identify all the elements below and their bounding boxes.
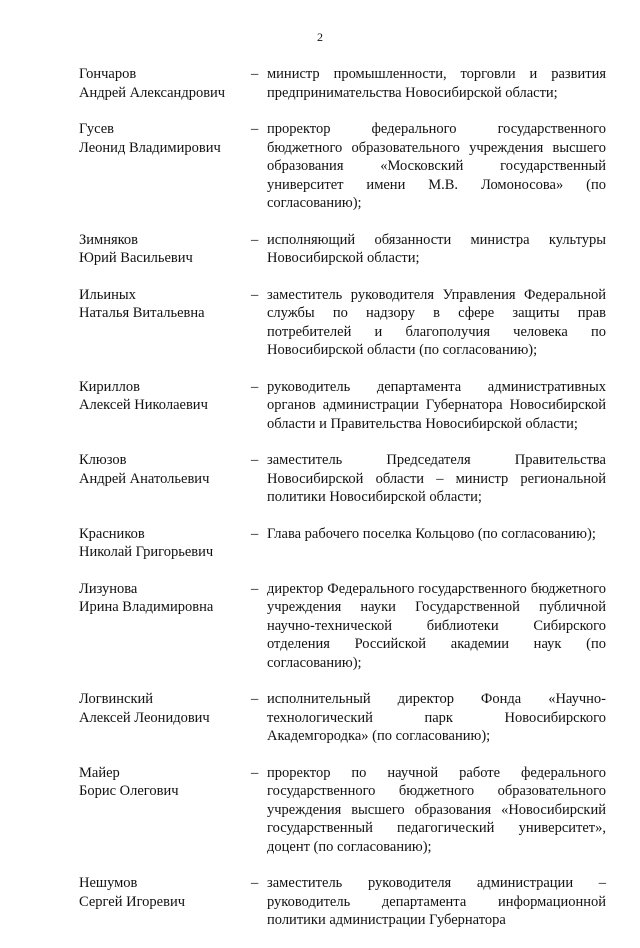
dash-separator: – [251, 66, 259, 82]
member-given-names: Сергей Игоревич [79, 893, 186, 910]
member-given-names: Наталья Витальевна [79, 305, 205, 321]
member-role: Глава рабочего поселка Кольцово (по согласованию); [267, 525, 596, 542]
list-item [79, 451, 606, 507]
dash-separator: – [251, 875, 259, 891]
list-item [79, 525, 606, 562]
list-item [79, 231, 606, 268]
member-role: министр промышленности, торговли и развития предпринимательства Новосибирской области; [267, 66, 606, 101]
member-given-names: Николай Григорьевич [79, 544, 214, 560]
list-item [79, 120, 606, 213]
member-role: исполнительный директор Фонда «Научно-технологический парк Новосибирского Академгородка» (по согласованию); [267, 691, 606, 744]
member-name [79, 231, 251, 268]
list-item [79, 286, 606, 360]
member-role: заместитель Председателя Правительства Новосибирской области – министр региональной политики Новосибирской области; [267, 452, 606, 505]
member-name [79, 65, 251, 102]
member-role: проректор федерального государственного бюджетного образовательного учреждения высшего образования «Московский государственный университет имени М.В. Ломоносова» (по согласованию); [267, 121, 606, 211]
member-given-names: Борис Олегович [79, 783, 179, 799]
member-name [79, 690, 251, 746]
member-name [79, 525, 251, 562]
member-name [79, 874, 251, 930]
member-given-names: Андрей Александрович [79, 84, 226, 101]
member-surname: Ильиных [79, 286, 136, 303]
member-given-names: Алексей Леонидович [79, 709, 210, 726]
member-name [79, 120, 251, 213]
dash-separator: – [251, 580, 259, 597]
list-item [79, 764, 606, 857]
list-item [79, 378, 606, 434]
list-item [79, 690, 606, 746]
list-item [79, 874, 606, 930]
member-surname: Гусев [79, 121, 114, 137]
list-item [79, 65, 606, 102]
member-surname: Лизунова [79, 580, 138, 597]
member-surname: Красников [79, 525, 145, 542]
dash-separator: – [251, 286, 259, 303]
dash-separator: – [251, 378, 259, 395]
dash-separator: – [251, 691, 259, 707]
member-name [79, 580, 251, 673]
member-surname: Гончаров [79, 66, 137, 82]
member-given-names: Алексей Николаевич [79, 397, 208, 413]
member-name [79, 286, 251, 360]
member-role: исполняющий обязанности министра культуры Новосибирской области; [267, 231, 606, 266]
member-surname: Логвинский [79, 691, 154, 707]
dash-separator: – [251, 525, 259, 542]
dash-separator: – [251, 121, 259, 137]
member-role: руководитель департамента административных органов администрации Губернатора Новосибирской области и Правительства Новосибирской области; [267, 378, 606, 432]
member-name [79, 451, 251, 507]
member-name [79, 378, 251, 434]
member-role: заместитель руководителя администрации – руководитель департамента информационной политики администрации Губернатора [267, 875, 606, 928]
member-list [79, 65, 606, 948]
list-item [79, 580, 606, 673]
member-role: проректор по научной работе федерального государственного бюджетного образовательного учреждения высшего образования «Новосибирский государственный педагогический университет», доцент (по согласованию); [267, 764, 606, 855]
member-surname: Клюзов [79, 452, 127, 468]
dash-separator: – [251, 231, 259, 248]
dash-separator: – [251, 764, 259, 781]
member-surname: Нешумов [79, 875, 138, 891]
member-name [79, 764, 251, 857]
member-given-names: Леонид Владимирович [79, 139, 221, 156]
page-number: 2 [317, 30, 323, 44]
member-surname: Зимняков [79, 231, 139, 248]
member-given-names: Андрей Анатольевич [79, 470, 210, 487]
member-given-names: Ирина Владимировна [79, 599, 214, 615]
member-surname: Майер [79, 764, 120, 781]
dash-separator: – [251, 452, 259, 468]
member-surname: Кириллов [79, 378, 141, 395]
member-role: заместитель руководителя Управления Федеральной службы по надзору в сфере защиты прав потребителей и благополучия человека по Новосибирской области (по согласованию); [267, 286, 606, 358]
member-role: директор Федерального государственного бюджетного учреждения науки Государственной публичной научно-технической библиотеки Сибирского отделения Российской академии наук (по согласованию); [267, 580, 606, 671]
member-given-names: Юрий Васильевич [79, 250, 193, 266]
